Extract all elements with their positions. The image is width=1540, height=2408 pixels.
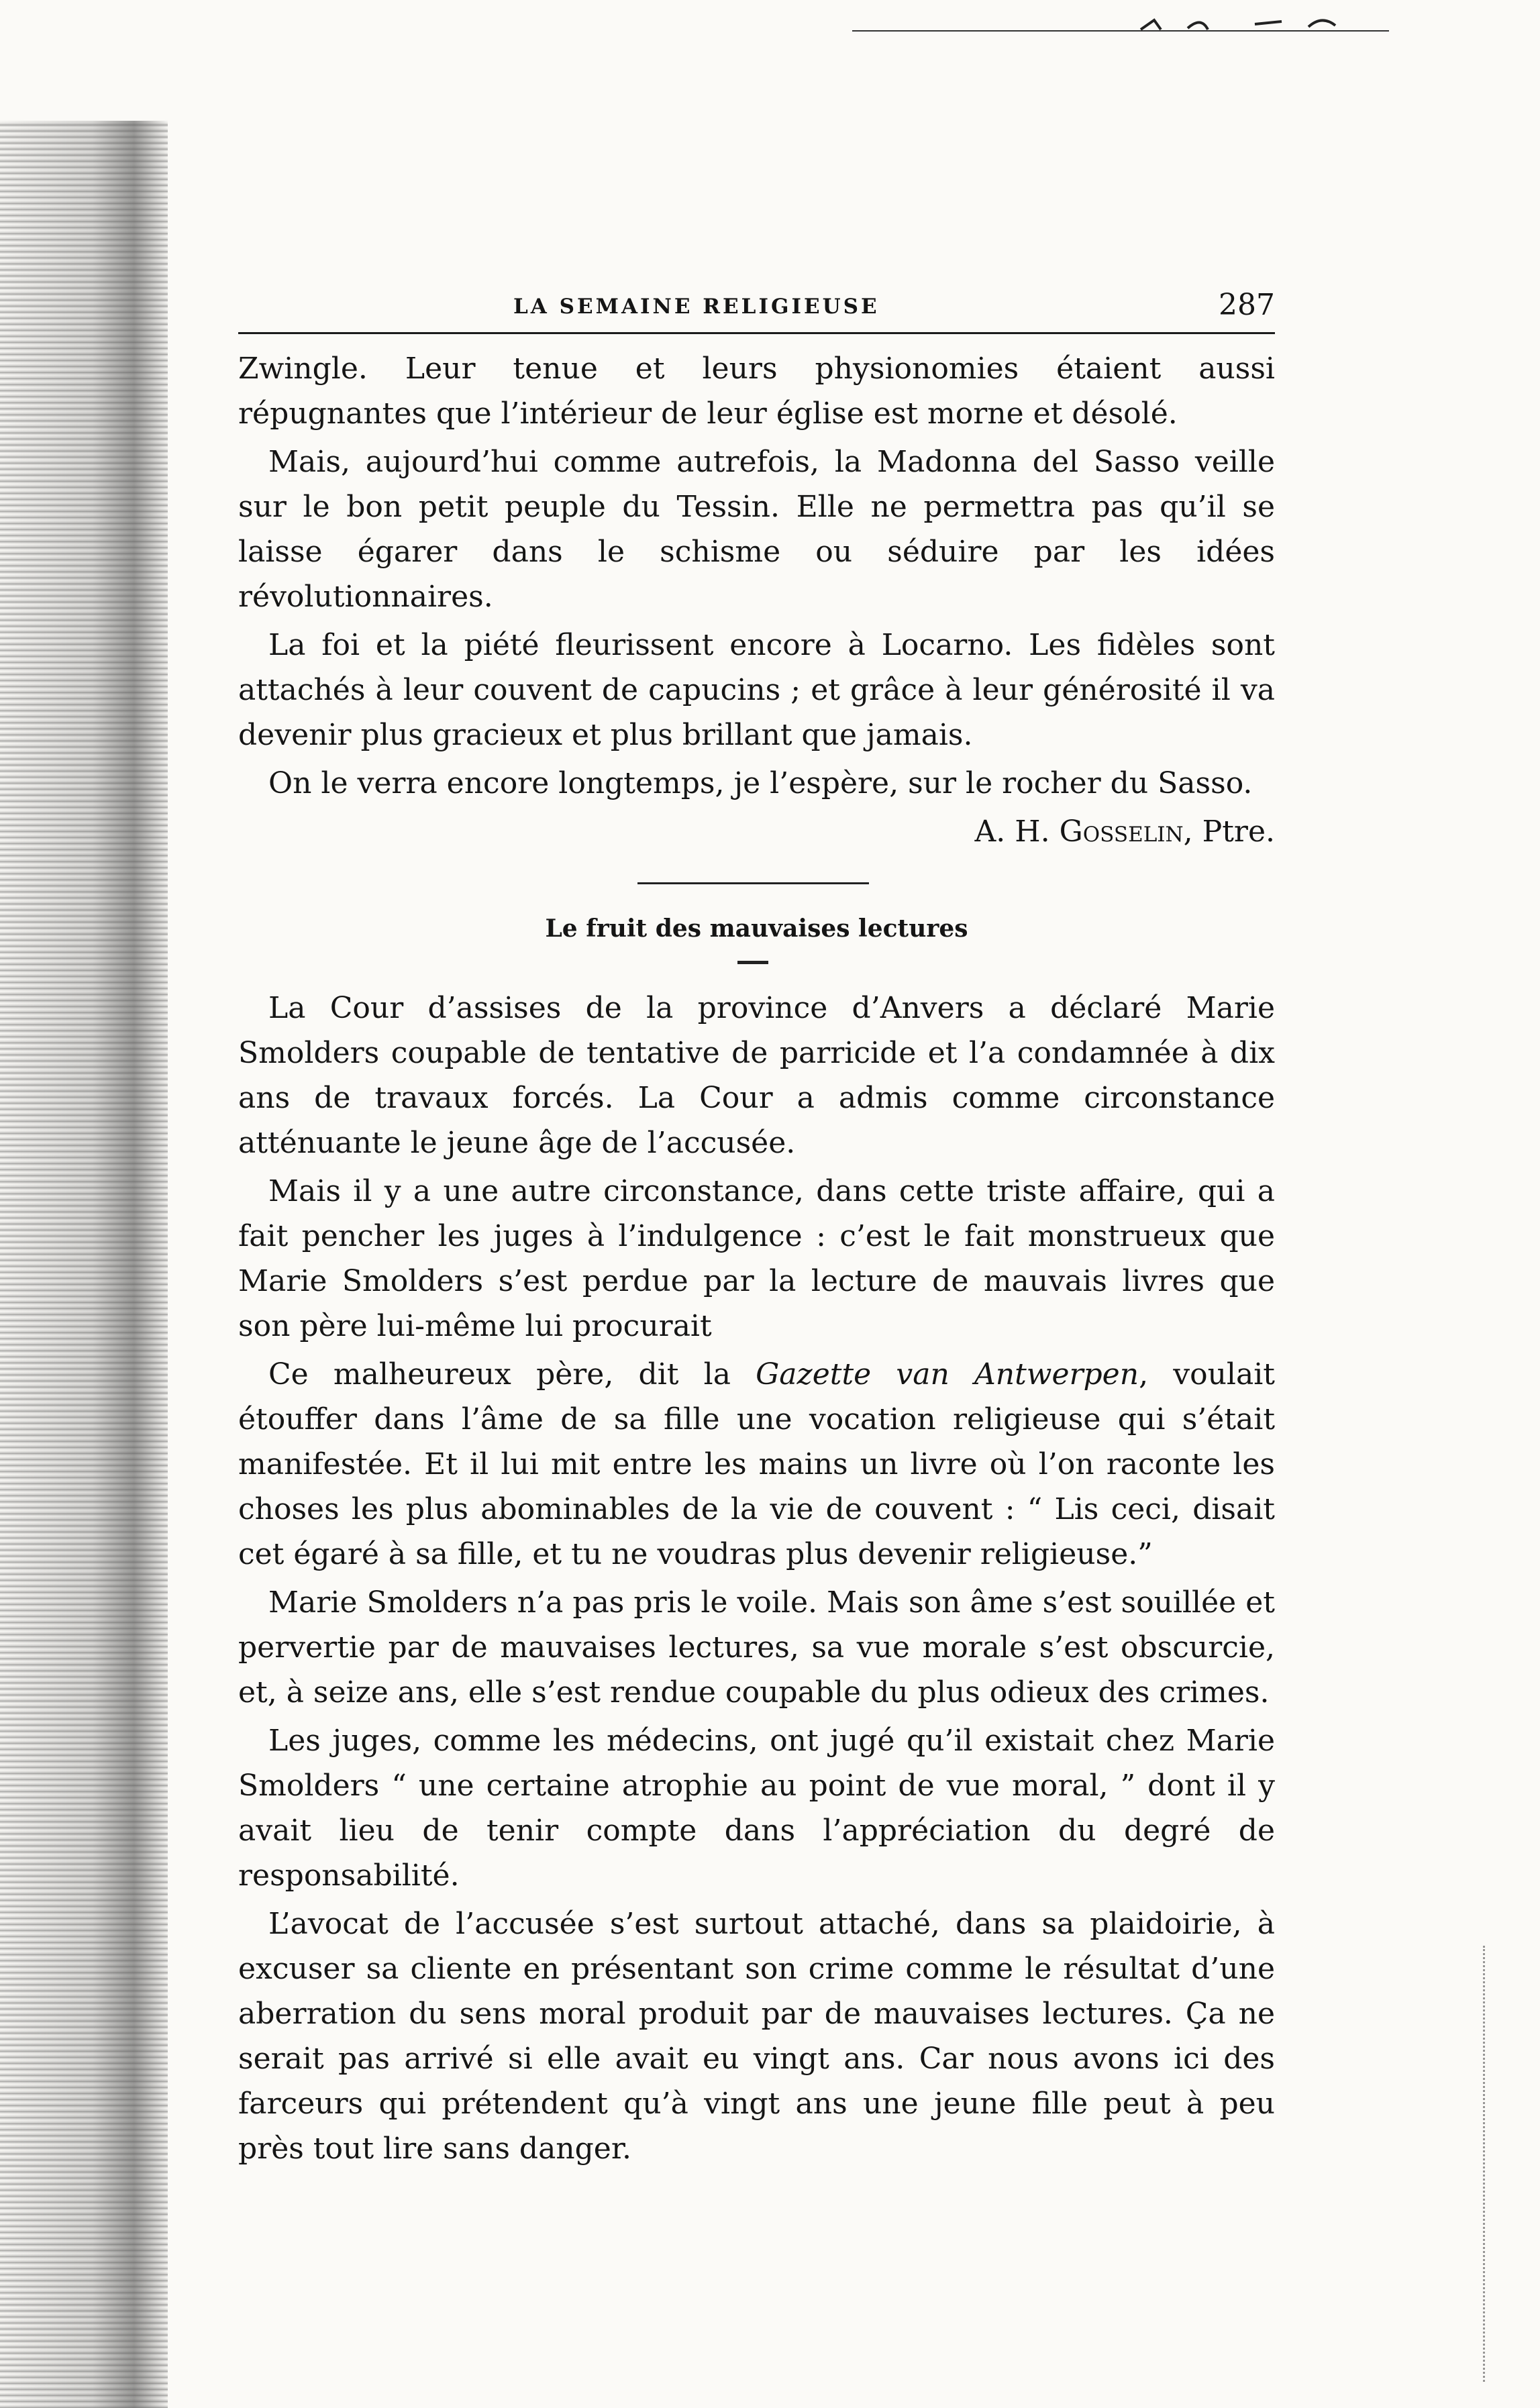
paragraph-text: , voulait étouffer dans l’âme de sa fille une vocation religieuse qui s’était manifestée. Et il lui mit entre les mains un livre où l’on raconte les choses les plus abominables de la vie de couvent : “ Lis ceci, disait cet égaré à sa fille, et tu ne voudras plus devenir religieuse.” [238, 1357, 1275, 1571]
paragraph: On le verra encore longtemps, je l’espère, sur le rocher du Sasso. [268, 766, 1253, 800]
paragraph: Les juges, comme les médecins, ont jugé qu’il existait chez Marie Smolders “ une certaine atrophie au point de vue moral, ” dont il y avait lieu de tenir compte dans l’appréciation du degré de responsabilité. [238, 1724, 1275, 1893]
paragraph: Zwingle. Leur tenue et leurs physionomies étaient aussi répugnantes que l’intérieur de leur église est morne et désolé. [238, 352, 1275, 431]
paragraph [238, 1352, 1275, 1577]
paragraph-text: Ce malheureux père, dit la [268, 1357, 756, 1392]
title-dash [737, 961, 768, 964]
paragraph: L’avocat de l’accusée s’est surtout attaché, dans sa plaidoirie, à excuser sa cliente en présentant son crime comme le résultat d’une aberration du sens moral produit par de mauvaises lectures. Ça ne serait pas arrivé si elle avait eu vingt ans. Car nous avons ici des farceurs qui prétendent qu’à vingt ans une jeune fille peut à peu près tout lire sans danger. [238, 1907, 1275, 2166]
page-binding-edge [0, 121, 168, 2408]
article-body [238, 986, 1275, 2171]
article-continuation [238, 346, 1275, 854]
paragraph: Mais il y a une autre circonstance, dans cette triste affaire, qui a fait pencher les juges à l’indulgence : c’est le fait monstrueux que Marie Smolders s’est perdue par la lecture de mauvais livres que son père lui-même lui procurait [238, 1174, 1275, 1343]
signature-name: A. H. Gosselin, [974, 815, 1193, 849]
margin-dots [1483, 1946, 1512, 2382]
running-head [238, 285, 1275, 334]
author-signature [238, 809, 1275, 854]
page-number: 287 [1219, 288, 1275, 322]
section-divider [637, 882, 869, 884]
article-title: Le fruit des mauvaises lectures [545, 914, 968, 943]
signature-title: Ptre. [1202, 815, 1275, 849]
paragraph: Marie Smolders n’a pas pris le voile. Mais son âme s’est souillée et pervertie par de mauvaises lectures, sa vue morale s’est obscurcie, et, à seize ans, elle s’est rendue coupable du plus odieux des crimes. [238, 1585, 1275, 1710]
paragraph: La Cour d’assises de la province d’Anvers a déclaré Marie Smolders coupable de tentative de parricide et l’a condamnée à dix ans de travaux forcés. La Cour a admis comme circonstance atténuante le jeune âge de l’accusée. [238, 991, 1275, 1160]
page-content [238, 285, 1275, 2175]
ink-scribble-mark [852, 15, 1389, 35]
paragraph: Mais, aujourd’hui comme autrefois, la Madonna del Sasso veille sur le bon petit peuple du Tessin. Elle ne permettra pas qu’il se laisse égarer dans le schisme ou séduire par les idées révolutionnaires. [238, 445, 1275, 614]
paragraph: La foi et la piété fleurissent encore à Locarno. Les fidèles sont attachés à leur couvent de capucins ; et grâce à leur générosité il va devenir plus gracieux et plus brillant que jamais. [238, 628, 1275, 752]
running-title: LA SEMAINE RELIGIEUSE [513, 295, 880, 319]
newspaper-title: Gazette van Antwerpen [756, 1357, 1139, 1392]
